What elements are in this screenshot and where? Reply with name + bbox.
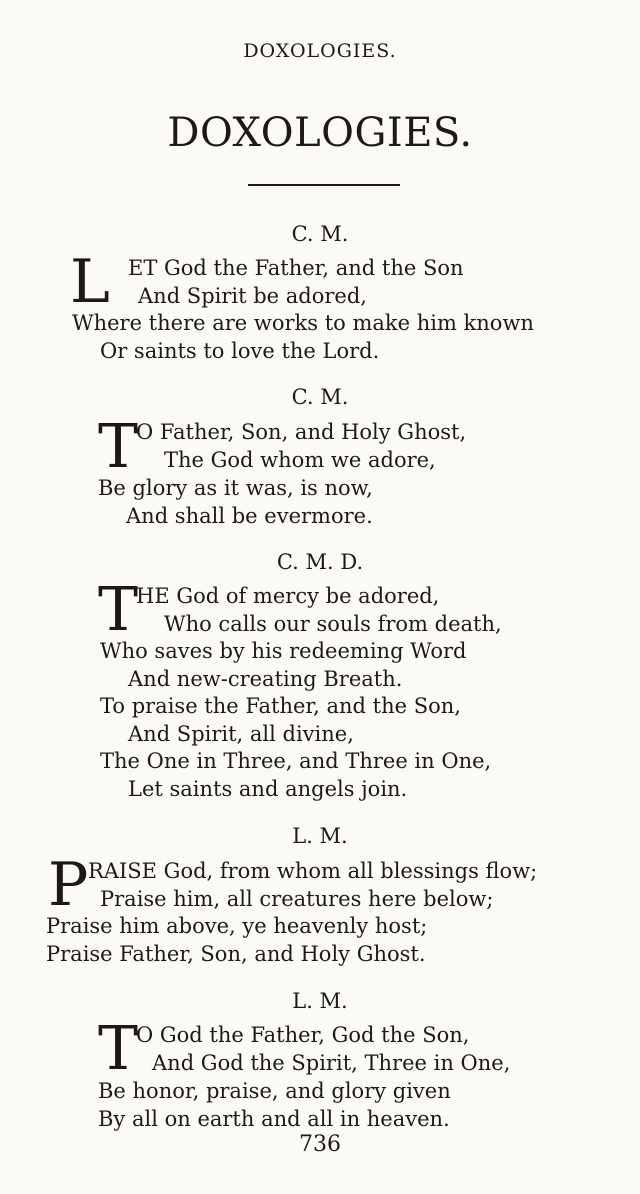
verse-2-line-4: And shall be evermore. [126,504,373,528]
page-number: 736 [299,1132,341,1157]
verse-1-line-3: Where there are works to make him known [72,311,534,335]
verse-2-line-1: O Father, Son, and Holy Ghost, [136,420,467,444]
verse-4-line-2: Praise him, all creatures here below; [100,887,494,911]
verse-4-line-4: Praise Father, Son, and Holy Ghost. [46,942,426,966]
verse-5-line-3: Be honor, praise, and glory given [98,1079,451,1103]
verse-1-line-2: And Spirit be adored, [138,284,367,308]
verse-3-line-2: Who calls our souls from death, [164,612,502,636]
running-head: DOXOLOGIES. [243,40,397,62]
page-title: DOXOLOGIES. [167,110,473,156]
verse-5-line-1: O God the Father, God the Son, [136,1023,470,1047]
verse-2-meter: C. M. [291,385,349,409]
verse-3-line-3: Who saves by his redeeming Word [100,639,467,663]
verse-1-line-1: ET God the Father, and the Son [128,256,464,280]
verse-4-line-1: RAISE God, from whom all blessings flow; [88,859,538,883]
verse-4-drop-cap: P [48,850,89,920]
verse-3-line-5: To praise the Father, and the Son, [100,694,461,718]
verse-5-meter: L. M. [292,989,348,1013]
verse-2-line-3: Be glory as it was, is now, [98,476,373,500]
verse-4-line-3: Praise him above, ye heavenly host; [46,914,428,938]
verse-2-drop-cap: T [98,412,139,482]
verse-1-meter: C. M. [291,222,349,246]
verse-5-line-2: And God the Spirit, Three in One, [152,1051,511,1075]
verse-5-drop-cap: T [98,1014,139,1084]
title-divider [248,184,400,186]
verse-3-line-6: And Spirit, all divine, [128,722,354,746]
verse-3-drop-cap: T [98,575,139,645]
verse-3-meter: C. M. D. [276,550,364,574]
verse-3-line-7: The One in Three, and Three in One, [100,749,492,773]
verse-2-line-2: The God whom we adore, [164,448,436,472]
verse-3-line-1: HE God of mercy be adored, [136,584,440,608]
verse-5-line-4: By all on earth and all in heaven. [98,1107,450,1131]
verse-4-meter: L. M. [292,824,348,848]
verse-3-line-8: Let saints and angels join. [128,777,408,801]
verse-3-line-4: And new-creating Breath. [128,667,403,691]
verse-1-drop-cap: L [70,247,110,317]
verse-1-line-4: Or saints to love the Lord. [100,339,380,363]
